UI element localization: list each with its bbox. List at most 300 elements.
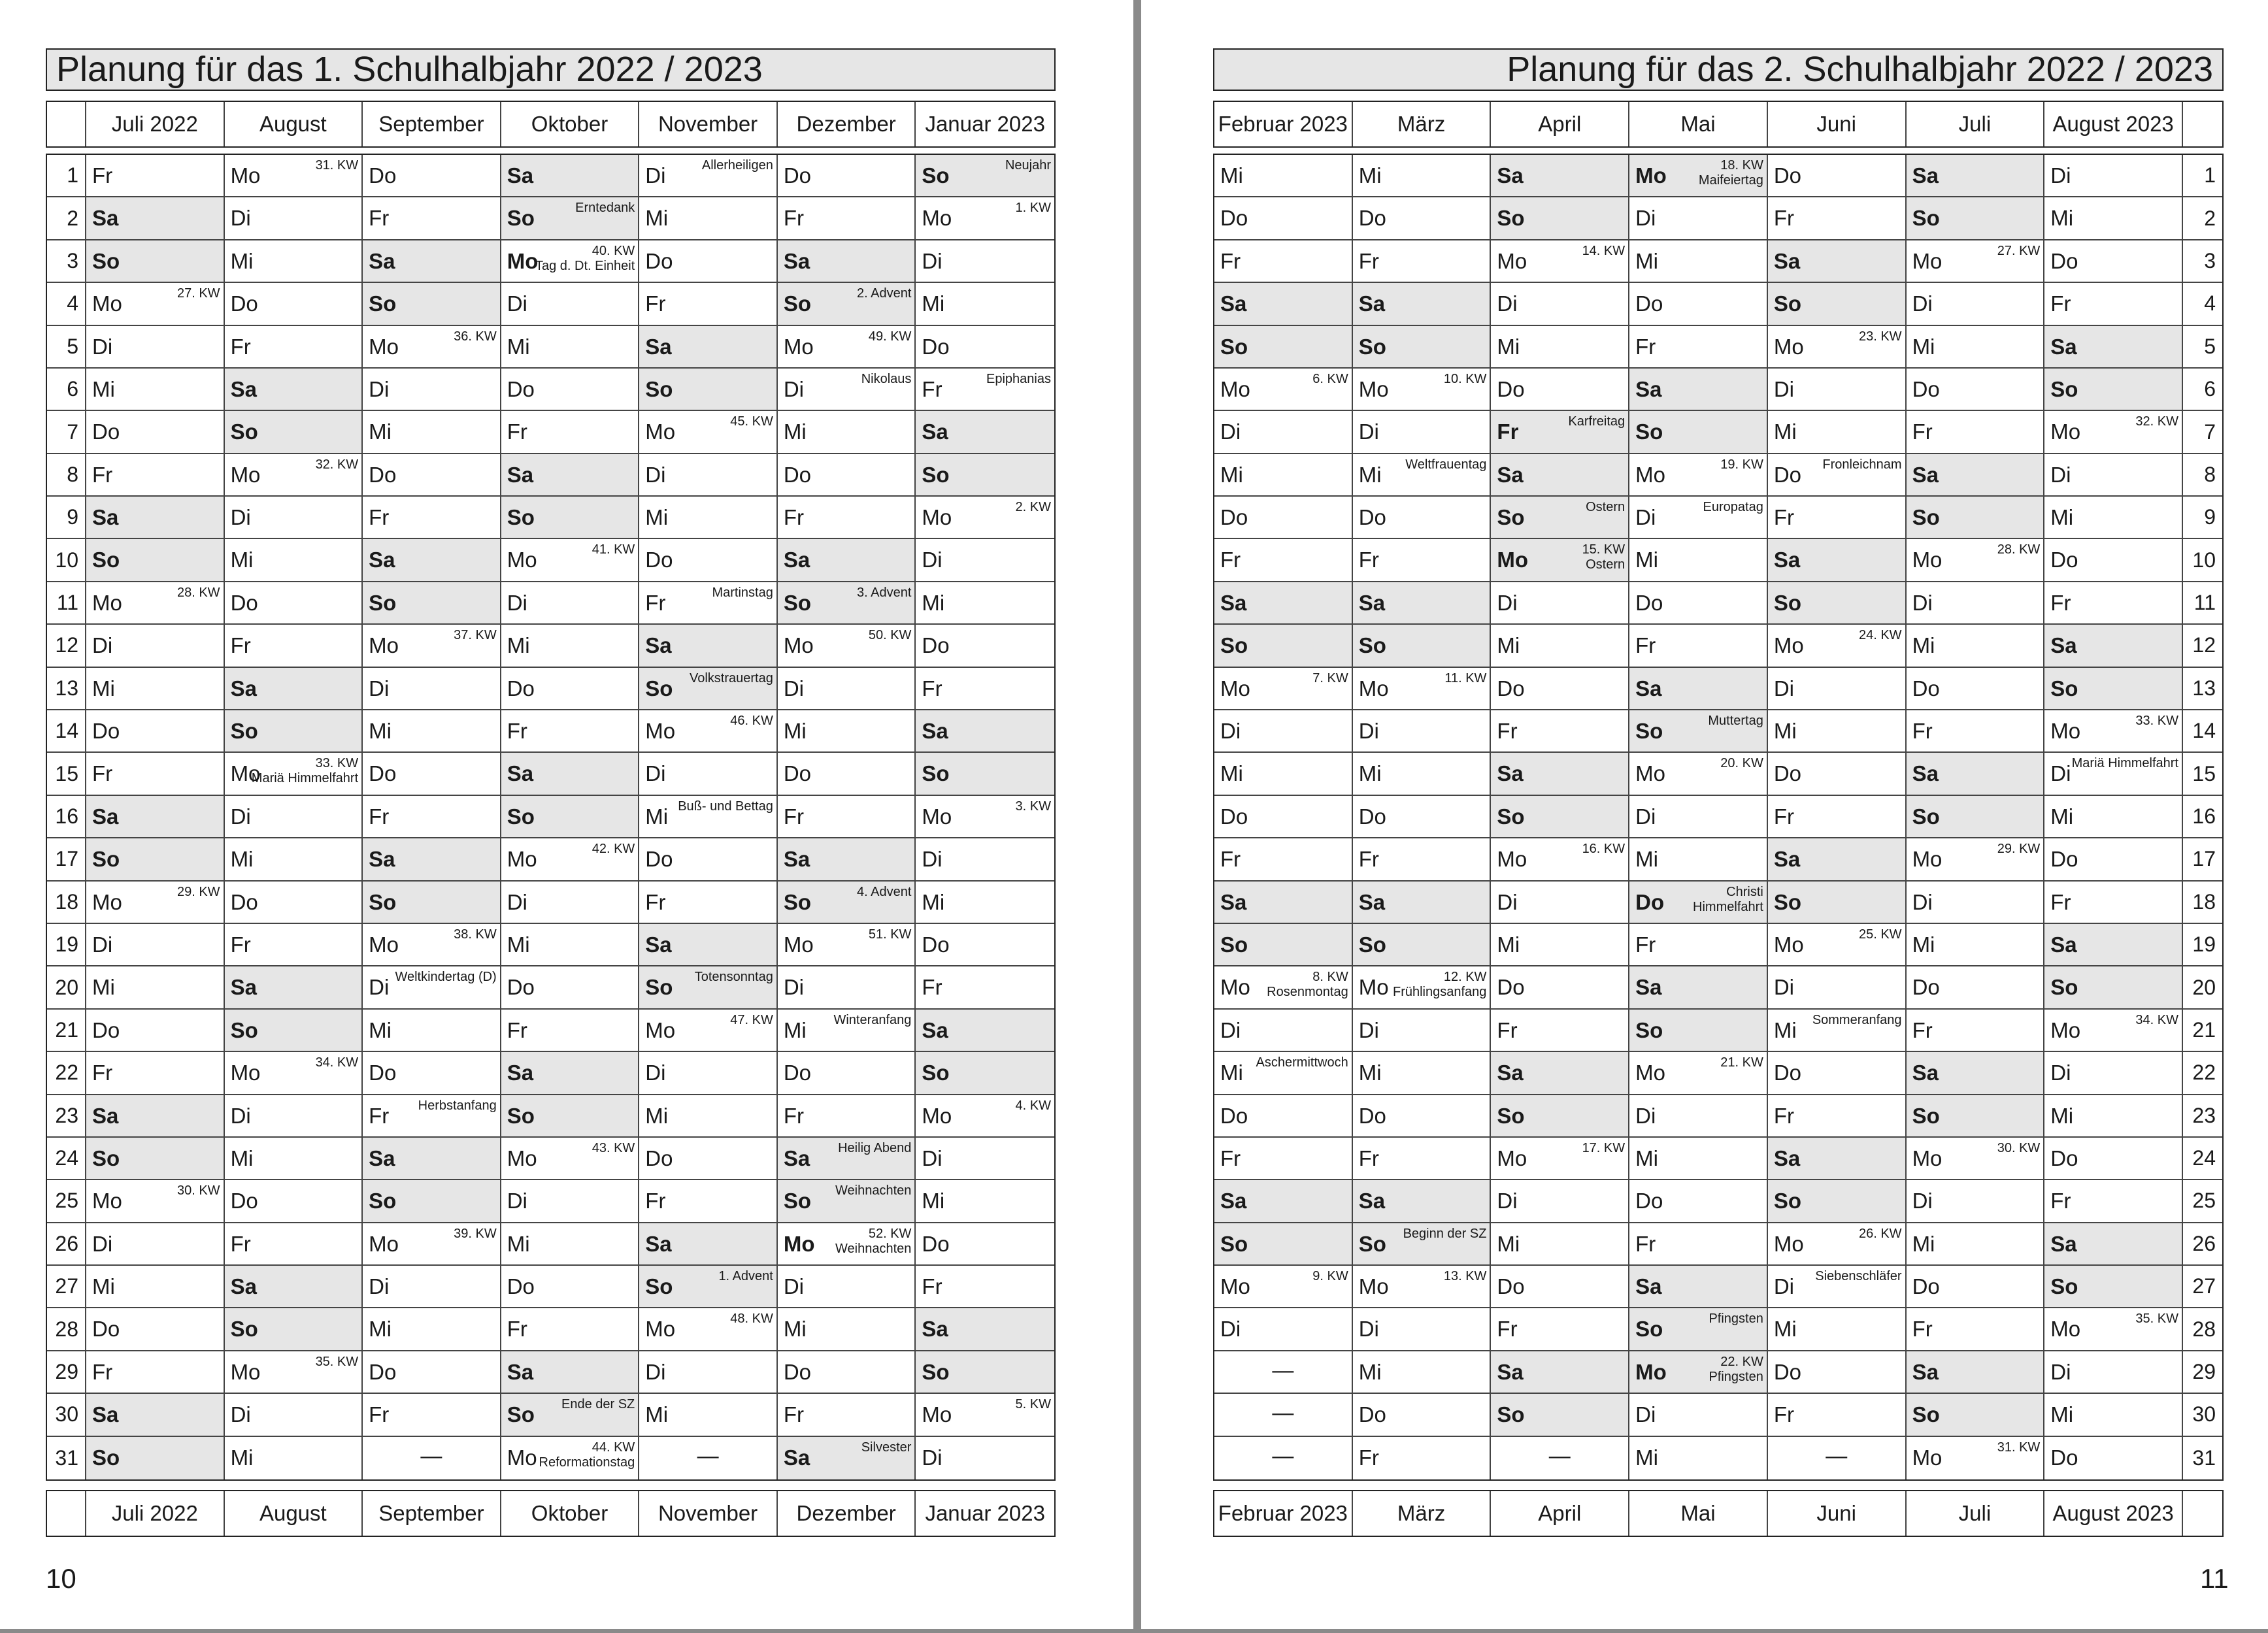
weekday-label: Sa bbox=[507, 462, 534, 487]
day-cell bbox=[363, 882, 501, 924]
day-cell bbox=[1768, 1052, 1907, 1095]
day-cell bbox=[1629, 838, 1768, 881]
day-cell bbox=[501, 539, 640, 582]
day-cell bbox=[2044, 1437, 2183, 1479]
weekday-label: Sa bbox=[369, 847, 395, 872]
day-cell bbox=[778, 1010, 916, 1052]
day-note: 23. KW bbox=[1858, 329, 1902, 344]
day-cell bbox=[225, 283, 363, 325]
day-cell bbox=[86, 924, 225, 966]
day-cell bbox=[1214, 710, 1353, 753]
weekday-label: Fr bbox=[1497, 1017, 1518, 1042]
day-cell bbox=[1491, 838, 1629, 881]
day-number: 31 bbox=[47, 1437, 86, 1479]
day-cell bbox=[225, 625, 363, 667]
day-note: 15. KW Ostern bbox=[1582, 542, 1626, 572]
day-number: 29 bbox=[2183, 1351, 2222, 1394]
day-cell bbox=[1907, 1266, 2045, 1308]
weekday-label: Fr bbox=[645, 1189, 666, 1213]
day-cell bbox=[363, 369, 501, 411]
weekday-label: So bbox=[230, 1017, 258, 1042]
day-cell bbox=[639, 1437, 778, 1479]
weekday-label: Fr bbox=[2050, 1189, 2071, 1213]
day-cell bbox=[86, 966, 225, 1009]
day-cell bbox=[363, 1010, 501, 1052]
weekday-label: Mi bbox=[645, 505, 669, 530]
weekday-label: Fr bbox=[507, 420, 527, 444]
day-cell bbox=[1629, 796, 1768, 838]
day-note: Karfreitag bbox=[1568, 414, 1626, 429]
day-note: 43. KW bbox=[592, 1140, 635, 1155]
weekday-label: Di bbox=[1358, 1017, 1379, 1042]
day-cell bbox=[639, 1052, 778, 1095]
day-note: 4. KW bbox=[1015, 1098, 1051, 1113]
day-cell bbox=[1629, 1394, 1768, 1436]
weekday-label: Mi bbox=[1635, 548, 1658, 572]
weekday-label: So bbox=[92, 847, 120, 872]
day-note: Buß- und Bettag bbox=[678, 799, 773, 814]
weekday-label: Fr bbox=[1497, 1317, 1518, 1342]
weekday-label: Mi bbox=[230, 548, 254, 572]
day-cell bbox=[363, 1266, 501, 1308]
day-note: 28. KW bbox=[1997, 542, 2041, 557]
day-cell bbox=[1629, 1351, 1768, 1394]
weekday-label: Sa bbox=[1635, 376, 1662, 401]
day-cell bbox=[1353, 625, 1492, 667]
weekday-label: Mo bbox=[1497, 1146, 1527, 1170]
day-note: 51. KW bbox=[868, 927, 912, 942]
day-cell bbox=[1768, 539, 1907, 582]
day-cell bbox=[1491, 710, 1629, 753]
day-cell bbox=[916, 454, 1054, 497]
day-cell bbox=[86, 1180, 225, 1223]
weekday-label: Fr bbox=[1912, 1017, 1933, 1042]
day-cell bbox=[1214, 838, 1353, 881]
day-note: 34. KW bbox=[315, 1055, 359, 1070]
day-cell bbox=[1768, 668, 1907, 710]
day-cell bbox=[1353, 454, 1492, 497]
weekday-label: Mo bbox=[1912, 548, 1943, 572]
weekday-label: Di bbox=[645, 1061, 666, 1085]
weekday-label: Sa bbox=[92, 206, 119, 231]
day-cell bbox=[1907, 966, 2045, 1009]
page-right bbox=[1141, 0, 2268, 1629]
weekday-label: Fr bbox=[1220, 847, 1241, 872]
weekday-label: Mo bbox=[922, 206, 952, 231]
day-cell bbox=[1353, 240, 1492, 283]
weekday-label: Fr bbox=[1497, 719, 1518, 744]
weekday-label: Sa bbox=[645, 633, 672, 658]
weekday-label: Mo bbox=[645, 420, 676, 444]
weekday-label: Sa bbox=[922, 1317, 948, 1342]
weekday-label: Sa bbox=[922, 420, 948, 444]
weekday-label: Mi bbox=[1635, 1146, 1658, 1170]
day-note: Christi Himmelfahrt bbox=[1693, 884, 1763, 914]
weekday-label: Di bbox=[369, 975, 390, 1000]
weekday-label: Mi bbox=[507, 633, 530, 658]
day-cell bbox=[501, 1223, 640, 1266]
weekday-label: Mo bbox=[92, 291, 122, 316]
weekday-label: Mi bbox=[1497, 932, 1520, 957]
weekday-label: Mo bbox=[1773, 334, 1804, 359]
weekday-label: So bbox=[92, 1445, 120, 1470]
weekday-label: Sa bbox=[1635, 1274, 1662, 1299]
day-note: 41. KW bbox=[592, 542, 635, 557]
day-cell bbox=[501, 625, 640, 667]
day-number: 30 bbox=[47, 1394, 86, 1436]
day-cell bbox=[1907, 838, 2045, 881]
weekday-label: So bbox=[369, 590, 397, 615]
month-header: Dezember bbox=[778, 102, 916, 146]
weekday-label: Fr bbox=[922, 1274, 942, 1299]
month-header: August bbox=[225, 102, 363, 146]
day-cell bbox=[1214, 539, 1353, 582]
day-note: Muttertag bbox=[1708, 714, 1763, 729]
day-cell bbox=[1768, 197, 1907, 240]
weekday-label: Fr bbox=[2050, 590, 2071, 615]
day-cell bbox=[225, 966, 363, 1009]
day-cell bbox=[225, 1180, 363, 1223]
weekday-label: Mo bbox=[922, 1402, 952, 1427]
day-number: 5 bbox=[2183, 326, 2222, 369]
weekday-label: Mo bbox=[230, 1359, 261, 1384]
day-note: 28. KW bbox=[176, 585, 220, 600]
page-title: Planung für das 2. Schulhalbjahr 2022 / 2023 bbox=[1213, 48, 2224, 91]
weekday-label: Sa bbox=[92, 804, 119, 829]
weekday-label: Sa bbox=[369, 248, 395, 273]
weekday-label: Mo bbox=[1497, 847, 1527, 872]
calendar-grid bbox=[46, 154, 1056, 1481]
weekday-label: Mi bbox=[1635, 847, 1658, 872]
day-cell bbox=[1907, 1052, 2045, 1095]
day-cell bbox=[1768, 1351, 1907, 1394]
weekday-label: Di bbox=[1497, 590, 1518, 615]
weekday-label: Mi bbox=[2050, 505, 2074, 530]
day-cell bbox=[1214, 882, 1353, 924]
day-cell bbox=[639, 796, 778, 838]
weekday-label: Mi bbox=[1220, 163, 1243, 188]
day-cell bbox=[1214, 668, 1353, 710]
day-number: 8 bbox=[47, 454, 86, 497]
day-cell bbox=[225, 582, 363, 625]
day-cell bbox=[1214, 1308, 1353, 1351]
day-cell bbox=[363, 753, 501, 795]
day-cell bbox=[1629, 1180, 1768, 1223]
day-cell bbox=[363, 796, 501, 838]
day-number: 27 bbox=[2183, 1266, 2222, 1308]
weekday-label: Sa bbox=[507, 1061, 534, 1085]
weekday-label: Mo bbox=[922, 505, 952, 530]
weekday-label: Mo bbox=[1773, 1231, 1804, 1256]
weekday-label: Mo bbox=[1912, 1146, 1943, 1170]
weekday-label: So bbox=[783, 1189, 812, 1213]
weekday-label: Do bbox=[1912, 975, 1940, 1000]
day-cell bbox=[86, 369, 225, 411]
day-cell bbox=[86, 326, 225, 369]
weekday-label: So bbox=[922, 1359, 950, 1384]
day-cell bbox=[1353, 411, 1492, 454]
day-cell bbox=[1491, 1095, 1629, 1138]
weekday-label: Mo bbox=[92, 889, 122, 914]
day-note: Nikolaus bbox=[861, 371, 912, 386]
weekday-label: Di bbox=[922, 847, 942, 872]
weekday-label: Fr bbox=[922, 376, 942, 401]
day-number: 9 bbox=[2183, 497, 2222, 539]
month-header: Juli bbox=[1907, 102, 2045, 146]
day-cell bbox=[1629, 326, 1768, 369]
weekday-label: Mo bbox=[2050, 1017, 2081, 1042]
weekday-label: Mi bbox=[230, 1146, 254, 1170]
day-cell bbox=[2044, 1180, 2183, 1223]
empty-day-marker: — bbox=[1272, 1357, 1294, 1382]
day-cell bbox=[2044, 283, 2183, 325]
day-cell bbox=[86, 838, 225, 881]
day-cell bbox=[778, 710, 916, 753]
day-cell bbox=[225, 753, 363, 795]
day-cell bbox=[363, 1052, 501, 1095]
day-cell bbox=[225, 710, 363, 753]
day-cell bbox=[86, 582, 225, 625]
day-cell bbox=[1353, 1095, 1492, 1138]
day-cell bbox=[2044, 1351, 2183, 1394]
weekday-label: Mo bbox=[2050, 1317, 2081, 1342]
day-cell bbox=[639, 1095, 778, 1138]
weekday-label: Fr bbox=[1912, 1317, 1933, 1342]
day-cell bbox=[1629, 283, 1768, 325]
weekday-label: Mi bbox=[1358, 1359, 1382, 1384]
weekday-label: Di bbox=[1635, 1402, 1656, 1427]
day-cell bbox=[363, 625, 501, 667]
weekday-label: Mo bbox=[1220, 975, 1250, 1000]
day-cell bbox=[86, 1437, 225, 1479]
day-cell bbox=[778, 582, 916, 625]
day-note: 20. KW bbox=[1720, 756, 1763, 771]
day-cell bbox=[778, 1095, 916, 1138]
weekday-label: Sa bbox=[645, 1231, 672, 1256]
weekday-label: Mo bbox=[92, 1189, 122, 1213]
weekday-label: Sa bbox=[92, 1103, 119, 1128]
weekday-label: Di bbox=[922, 1445, 942, 1470]
day-cell bbox=[639, 1138, 778, 1180]
day-cell bbox=[1768, 625, 1907, 667]
weekday-label: So bbox=[1497, 206, 1525, 231]
day-cell bbox=[86, 283, 225, 325]
day-cell bbox=[1907, 1223, 2045, 1266]
day-note: 3. Advent bbox=[857, 585, 912, 600]
day-number: 3 bbox=[2183, 240, 2222, 283]
day-cell bbox=[778, 1266, 916, 1308]
weekday-label: Di bbox=[1358, 719, 1379, 744]
empty-day-marker: — bbox=[1272, 1400, 1294, 1425]
weekday-label: So bbox=[1912, 206, 1940, 231]
weekday-label: Sa bbox=[922, 1017, 948, 1042]
weekday-label: Di bbox=[1358, 420, 1379, 444]
weekday-label: Do bbox=[645, 248, 673, 273]
header-spacer bbox=[2183, 102, 2222, 146]
day-cell bbox=[363, 1351, 501, 1394]
day-cell bbox=[86, 625, 225, 667]
day-note: 40. KW Tag d. Dt. Einheit bbox=[535, 243, 635, 273]
weekday-label: Mi bbox=[1635, 248, 1658, 273]
day-note: Martinstag bbox=[712, 585, 773, 600]
day-cell bbox=[1353, 1138, 1492, 1180]
weekday-label: Fr bbox=[230, 1231, 251, 1256]
day-cell bbox=[2044, 197, 2183, 240]
day-note: 1. Advent bbox=[718, 1269, 773, 1284]
day-number: 13 bbox=[2183, 668, 2222, 710]
weekday-label: Mi bbox=[1220, 761, 1243, 786]
day-cell bbox=[1353, 838, 1492, 881]
day-cell bbox=[778, 1394, 916, 1436]
month-header: Oktober bbox=[501, 102, 640, 146]
day-cell bbox=[1491, 369, 1629, 411]
weekday-label: Do bbox=[92, 1317, 120, 1342]
day-number: 10 bbox=[47, 539, 86, 582]
weekday-label: Sa bbox=[1773, 1146, 1801, 1170]
day-cell bbox=[1214, 283, 1353, 325]
day-cell bbox=[1768, 1437, 1907, 1479]
weekday-label: Sa bbox=[1635, 975, 1662, 1000]
day-number: 9 bbox=[47, 497, 86, 539]
weekday-label: So bbox=[1773, 590, 1802, 615]
weekday-label: So bbox=[2050, 975, 2078, 1000]
weekday-label: Di bbox=[369, 376, 390, 401]
weekday-label: So bbox=[369, 1189, 397, 1213]
day-number: 15 bbox=[47, 753, 86, 795]
day-number: 27 bbox=[47, 1266, 86, 1308]
day-cell bbox=[1768, 710, 1907, 753]
weekday-label: Mo bbox=[2050, 420, 2081, 444]
weekday-label: Mo bbox=[1220, 376, 1250, 401]
weekday-label: Mo bbox=[92, 590, 122, 615]
day-number: 25 bbox=[47, 1180, 86, 1223]
day-note: Ende der SZ bbox=[561, 1397, 635, 1412]
weekday-label: Fr bbox=[1358, 1146, 1379, 1170]
day-cell bbox=[916, 283, 1054, 325]
weekday-label: Mi bbox=[645, 1402, 669, 1427]
weekday-label: Di bbox=[2050, 163, 2071, 188]
weekday-label: Sa bbox=[230, 676, 257, 701]
day-cell bbox=[916, 1266, 1054, 1308]
weekday-label: Di bbox=[1912, 291, 1933, 316]
day-cell bbox=[1491, 1010, 1629, 1052]
day-cell bbox=[1768, 882, 1907, 924]
weekday-label: So bbox=[1635, 420, 1663, 444]
day-cell bbox=[1214, 369, 1353, 411]
day-cell bbox=[916, 882, 1054, 924]
day-cell bbox=[1214, 1223, 1353, 1266]
day-note: Weihnachten bbox=[835, 1183, 912, 1198]
weekday-label: Do bbox=[783, 462, 812, 487]
day-number: 14 bbox=[47, 710, 86, 753]
day-cell bbox=[1491, 882, 1629, 924]
day-cell bbox=[501, 411, 640, 454]
day-cell bbox=[1907, 882, 2045, 924]
day-note: Pfingsten bbox=[1709, 1311, 1763, 1327]
day-cell bbox=[501, 454, 640, 497]
weekday-label: Mo bbox=[1635, 761, 1665, 786]
day-note: 36. KW bbox=[454, 329, 497, 344]
day-cell bbox=[1491, 582, 1629, 625]
weekday-label: Di bbox=[2050, 462, 2071, 487]
day-cell bbox=[639, 966, 778, 1009]
day-cell bbox=[501, 283, 640, 325]
day-cell bbox=[1353, 668, 1492, 710]
day-cell bbox=[1768, 155, 1907, 197]
weekday-label: Mi bbox=[92, 975, 115, 1000]
weekday-label: So bbox=[1497, 505, 1525, 530]
day-cell bbox=[1353, 1266, 1492, 1308]
weekday-label: Mo bbox=[507, 1445, 537, 1470]
day-cell bbox=[916, 197, 1054, 240]
day-note: 46. KW bbox=[730, 714, 773, 729]
weekday-label: Fr bbox=[1773, 206, 1794, 231]
day-cell bbox=[86, 753, 225, 795]
weekday-label: Do bbox=[1773, 1061, 1802, 1085]
day-note: Heilig Abend bbox=[838, 1140, 912, 1155]
day-note: 24. KW bbox=[1858, 628, 1902, 643]
day-cell bbox=[501, 753, 640, 795]
weekday-label: Do bbox=[1635, 889, 1665, 914]
weekday-label: Do bbox=[1358, 206, 1386, 231]
day-cell bbox=[1768, 283, 1907, 325]
weekday-label: Di bbox=[92, 1231, 113, 1256]
day-cell bbox=[86, 1138, 225, 1180]
day-cell bbox=[778, 1138, 916, 1180]
weekday-label: So bbox=[1912, 1402, 1940, 1427]
day-number: 21 bbox=[2183, 1010, 2222, 1052]
weekday-label: Sa bbox=[1497, 761, 1524, 786]
day-note: 35. KW bbox=[2135, 1311, 2178, 1327]
month-header-bottom bbox=[1213, 1490, 2224, 1537]
day-note: 11. KW bbox=[1444, 670, 1487, 685]
day-cell bbox=[916, 1351, 1054, 1394]
weekday-label: Sa bbox=[783, 548, 810, 572]
weekday-label: Di bbox=[369, 676, 390, 701]
day-note: 50. KW bbox=[868, 628, 912, 643]
day-cell bbox=[1629, 582, 1768, 625]
day-cell bbox=[1353, 796, 1492, 838]
day-cell bbox=[639, 197, 778, 240]
weekday-label: Mo bbox=[645, 1317, 676, 1342]
weekday-label: So bbox=[230, 1317, 258, 1342]
day-cell bbox=[778, 454, 916, 497]
weekday-label: So bbox=[369, 291, 397, 316]
day-cell bbox=[778, 283, 916, 325]
day-cell bbox=[778, 966, 916, 1009]
weekday-label: Di bbox=[1912, 590, 1933, 615]
weekday-label: So bbox=[230, 719, 258, 744]
weekday-label: Mi bbox=[2050, 206, 2074, 231]
day-cell bbox=[1214, 1266, 1353, 1308]
day-note: Beginn der SZ bbox=[1403, 1226, 1487, 1241]
weekday-label: Fr bbox=[1635, 1231, 1656, 1256]
day-note: Sommeranfang bbox=[1812, 1012, 1902, 1027]
weekday-label: Fr bbox=[645, 889, 666, 914]
day-cell bbox=[1768, 1010, 1907, 1052]
weekday-label: Mo bbox=[783, 633, 814, 658]
weekday-label: Mi bbox=[1773, 719, 1797, 744]
empty-day-marker: — bbox=[1826, 1443, 1848, 1468]
day-cell bbox=[1629, 1437, 1768, 1479]
day-number: 29 bbox=[47, 1351, 86, 1394]
day-cell bbox=[1907, 240, 2045, 283]
day-number: 22 bbox=[2183, 1052, 2222, 1095]
weekday-label: Sa bbox=[1358, 291, 1386, 316]
weekday-label: Sa bbox=[369, 548, 395, 572]
weekday-label: Sa bbox=[507, 761, 534, 786]
day-cell bbox=[1214, 753, 1353, 795]
